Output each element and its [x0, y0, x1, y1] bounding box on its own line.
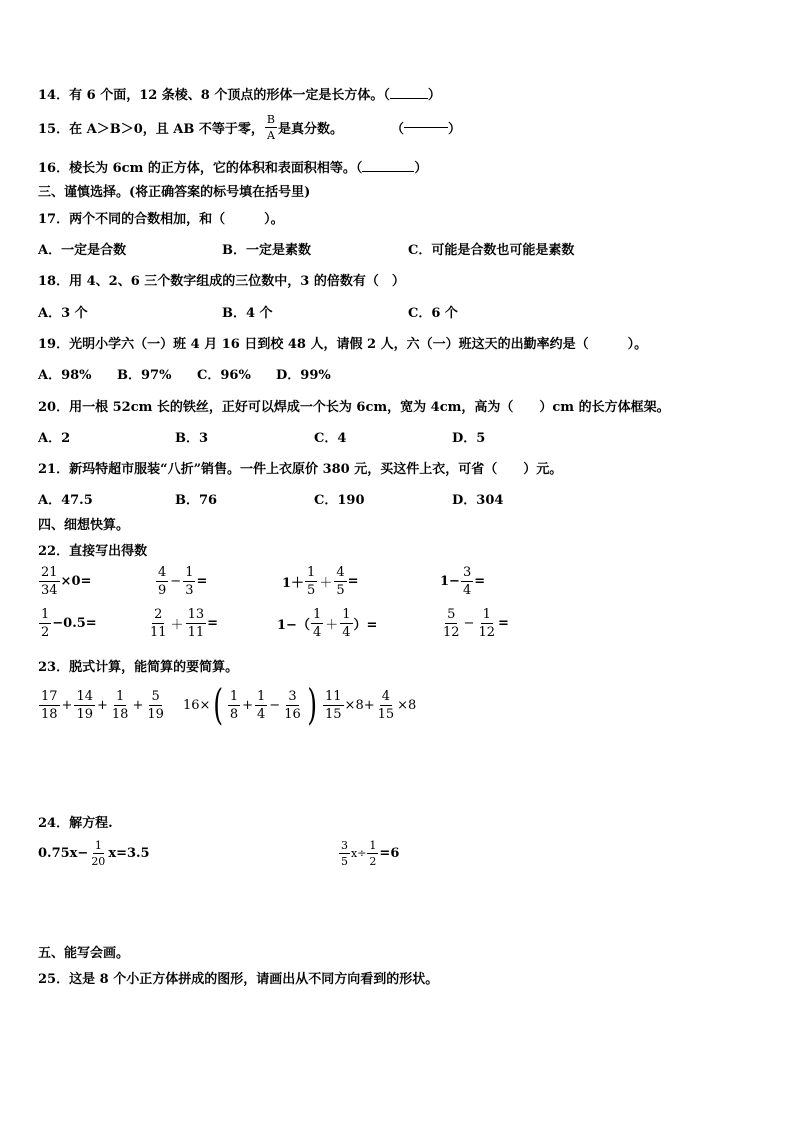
q20-option-a[interactable]: A．2 — [38, 431, 71, 446]
section-5-heading: 五、能写会画。 — [38, 946, 130, 961]
q22-expr-3: 1＋ $\frac{1}{5}$ ＋ $\frac{4}{5}$ = — [282, 565, 359, 598]
q21-option-c[interactable]: C．190 — [314, 493, 365, 508]
q14-close: ） — [427, 88, 441, 103]
q15-paren-open: （ — [390, 122, 404, 137]
question-23-title: 23．脱式计算，能简算的要简算。 — [38, 660, 239, 675]
q22-expr-6: $\frac{2}{11}$ ＋ $\frac{13}{11}$ = — [150, 607, 219, 640]
q17-option-b[interactable]: B．一定是素数 — [222, 243, 311, 258]
question-24-title: 24．解方程. — [38, 816, 113, 831]
question-19: 19．光明小学六（一）班 4 月 16 日到校 48 人，请假 2 人，六（一）班这天的出勤率约是（ ）。 — [38, 337, 648, 352]
q24-equation-2: $\frac{3}{5}$ x÷ $\frac{1}{2}$ =6 — [341, 839, 400, 868]
q20-option-d[interactable]: D．5 — [452, 431, 486, 446]
q21-option-a[interactable]: A．47.5 — [38, 493, 93, 508]
q18-option-b[interactable]: B．4 个 — [222, 306, 273, 321]
q18-option-c[interactable]: C．6 个 — [408, 306, 458, 321]
q21-option-d[interactable]: D．304 — [452, 493, 504, 508]
q20-option-c[interactable]: C．4 — [314, 431, 347, 446]
q19-option-b[interactable]: B．97% — [117, 368, 172, 383]
q23-expr-3: $\frac{11}{15}$ ×8+ $\frac{4}{15}$ ×8 — [325, 689, 417, 722]
section-4-heading: 四、细想快算。 — [38, 518, 130, 533]
q22-expr-7: 1−（ $\frac{1}{4}$ ＋ $\frac{1}{4}$ ）= — [277, 607, 378, 640]
q16-close: ） — [414, 161, 428, 176]
q22-expr-2: $\frac{4}{9}$ − $\frac{1}{3}$ = — [158, 565, 208, 598]
question-14 — [38, 84, 441, 103]
q24-equation-1: 0.75x− $\frac{1}{20}$ x=3.5 — [38, 839, 150, 868]
q15-paren-close: ） — [448, 122, 462, 137]
q14-answer-blank[interactable] — [390, 98, 428, 99]
question-20: 20．用一根 52cm 长的铁丝，正好可以焊成一个长为 6cm，宽为 4cm，高为（ ）cm 的长方体框架。 — [38, 400, 670, 415]
question-17: 17．两个不同的合数相加，和（ ）。 — [38, 212, 284, 227]
question-25: 25．这是 8 个小正方体拼成的图形，请画出从不同方向看到的形状。 — [38, 972, 439, 987]
q19-option-d[interactable]: D．99% — [276, 368, 331, 383]
q19-option-c[interactable]: C．96% — [197, 368, 251, 383]
q20-option-b[interactable]: B．3 — [175, 431, 209, 446]
q15-answer-blank[interactable] — [404, 127, 448, 128]
q19-option-a[interactable]: A．98% — [38, 368, 92, 383]
q23-expr-2: 16× ( $\frac{1}{8}$ + $\frac{1}{4}$ − $\frac{3}{16}$ ) — [183, 680, 317, 729]
right-paren-icon: ) — [307, 680, 317, 729]
question-18: 18．用 4、2、6 三个数字组成的三位数中，3 的倍数有（ ） — [38, 274, 405, 289]
q15-text-post: 是真分数。 — [277, 122, 343, 137]
question-21: 21．新玛特超市服装“八折”销售。一件上衣原价 380 元，买这件上衣，可省（ ）元。 — [38, 462, 563, 477]
q16-text: 16．棱长为 6cm 的正方体，它的体积和表面积相等。（ — [38, 161, 363, 176]
q15-fraction: $\frac{B}{A}$ — [266, 113, 275, 142]
question-16 — [38, 157, 427, 176]
q22-expr-1: $\frac{21}{34}$ ×0= — [41, 565, 92, 598]
q21-option-b[interactable]: B．76 — [175, 493, 218, 508]
left-paren-icon: ( — [213, 680, 224, 729]
q15-text-pre: 15．在 A＞B＞0，且 AB 不等于零， — [38, 122, 264, 137]
question-22-title: 22．直接写出得数 — [38, 544, 148, 559]
section-3-heading: 三、谨慎选择。(将正确答案的标号填在括号里) — [38, 185, 311, 200]
q22-expr-5: $\frac{1}{2}$ −0.5= — [41, 607, 97, 640]
q17-option-a[interactable]: A．一定是合数 — [38, 243, 127, 258]
question-15 — [38, 114, 461, 141]
q17-option-c[interactable]: C．可能是合数也可能是素数 — [408, 243, 575, 258]
q22-expr-8: $\frac{5}{12}$ − $\frac{1}{12}$ = — [443, 607, 509, 640]
q16-answer-blank[interactable] — [362, 171, 414, 172]
q22-expr-4: 1− $\frac{3}{4}$ = — [440, 565, 486, 598]
q14-text: 14．有 6 个面，12 条棱、8 个顶点的形体一定是长方体。（ — [38, 88, 390, 103]
q18-option-a[interactable]: A．3 个 — [38, 306, 88, 321]
q23-expr-1: $\frac{17}{18}$ + $\frac{14}{19}$ + $\frac{1}{18}$ + $\frac{5}{19}$ — [41, 689, 164, 722]
